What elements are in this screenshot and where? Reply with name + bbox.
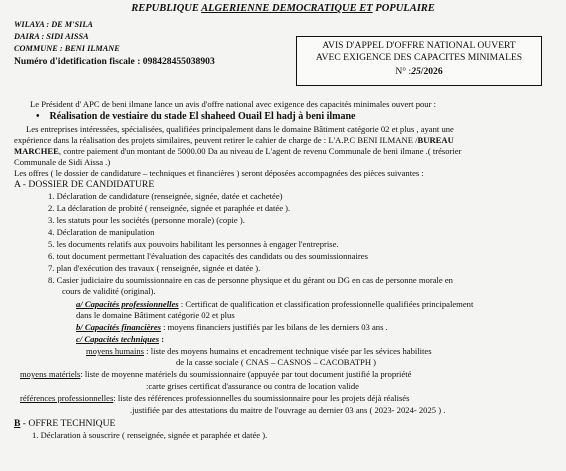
intro-text: Le Président d' APC de beni ilmane lance un avis d'offre national avec exigence des capacités minimales ouvert pour : xyxy=(30,99,436,109)
list-item: 6. tout document permettant l'évaluation des capacités des candidats ou des soumissionnaires xyxy=(48,251,368,261)
list-item: 2. La déclaration de probité ( renseignée, signée et paraphée et datée ). xyxy=(48,203,291,213)
list-item: 7. plan d'exécution des travaux ( renseignée, signée et datée ). xyxy=(48,263,261,273)
list-item: 1. Déclaration à souscrire ( renseignée, signée et paraphée et datée ). xyxy=(32,430,268,440)
section-a-heading: A - DOSSIER DE CANDIDATURE xyxy=(14,179,155,190)
notice-number: N° :25/2026 xyxy=(395,65,443,77)
list-item-continuation: cours de validité (original). xyxy=(62,286,156,296)
eligibility-line-4: Communale de Sidi Aissa .) xyxy=(14,157,111,167)
project-title: • Réalisation de vestiaire du stade El shaheed Ouail El hadj à beni ilmane xyxy=(36,111,356,122)
section-b-heading: B - OFFRE TECHNIQUE xyxy=(14,418,116,429)
professional-references: références professionnelles: liste des références professionnelles du soumissionnaire pour les projets déjà réalisés xyxy=(20,393,410,403)
professional-references-cont: .justifiée par des attestations du maitre de l'ouvrage au dernier 03 ans ( 2023- 2024- 2025 ) . xyxy=(130,405,446,415)
list-item: 1. Déclaration de candidature (renseignée, signée, datée et cachetée) xyxy=(48,191,283,201)
eligibility-line-1: Les entreprises intéressées, spécialisées, qualifiées principalement dans le domaine Bâtiment catégorie 02 et plus , ayant une xyxy=(26,124,454,134)
human-means-cont: de la casse sociale ( CNAS – CASNOS – CACOBATPH ) xyxy=(176,357,377,367)
republic-title: REPUBLIQUE ALGERIENNE DEMOCRATIQUE ET POPULAIRE xyxy=(131,3,435,14)
wilaya-line: WILAYA : DE M'SILA xyxy=(14,20,93,29)
material-means-cont: :carte grises certificat d'assurance ou contra de location valide xyxy=(146,381,359,391)
notice-line-1: AVIS D'APPEL D'OFFRE NATIONAL OUVERT xyxy=(322,40,516,51)
material-means: moyens matériels: liste de moyenne matériels du soumissionnaire (appuyée par tout document justifié la propriété xyxy=(20,369,412,379)
list-item: 5. les documents relatifs aux pouvoirs habilitant les personnes à engager l'entreprise. xyxy=(48,239,339,249)
fiscal-id-line: Numéro d'idetification fiscale : 098428455038903 xyxy=(14,56,215,67)
professional-capacities: a/ Capacités professionnelles : Certificat de qualification et classification professionnelle qualifiées principalement xyxy=(76,299,474,309)
eligibility-line-2: expérience dans la réalisation des projets similaires, peuvent retirer le cahier de charge de : L'A.P.C BENI ILMANE /BUREAU xyxy=(14,135,454,145)
professional-capacities-cont: dans le domaine Bâtiment catégorie 02 et plus xyxy=(76,310,235,320)
list-item: 4. Déclaration de manipulation xyxy=(48,227,155,237)
eligibility-line-3: MARCHEE, contre paiement d'un montant de 5000.00 Da au niveau de L'agent de revenu Communale de beni ilmane .( trésorier xyxy=(14,146,462,156)
daira-line: DAIRA : SIDI AISSA xyxy=(14,32,89,41)
offers-intro: Les offres ( le dossier de candidature – techniques et financières ) seront déposées accompagnées des pièces suivantes : xyxy=(14,168,424,178)
human-means: moyens humains : liste des moyens humains et encadrement technique visée par les sévices habilites xyxy=(86,346,432,356)
list-item: 8. Casier judiciaire du soumissionnaire en cas de personne physique et du gérant ou DG en cas de personne morale en xyxy=(48,275,453,285)
financial-capacities: b/ Capacités financières : moyens financiers justifiés par les bilans de les derniers 03 ans . xyxy=(76,322,388,332)
notice-box xyxy=(296,36,542,86)
technical-capacities: c/ Capacités techniques : xyxy=(76,334,165,344)
list-item: 3. les statuts pour les sociétés (personne morale) (copie ). xyxy=(48,215,245,225)
notice-line-2: AVEC EXIGENCE DES CAPACITES MINIMALES xyxy=(315,52,523,64)
commune-line: COMMUNE : BENI ILMANE xyxy=(14,44,120,53)
